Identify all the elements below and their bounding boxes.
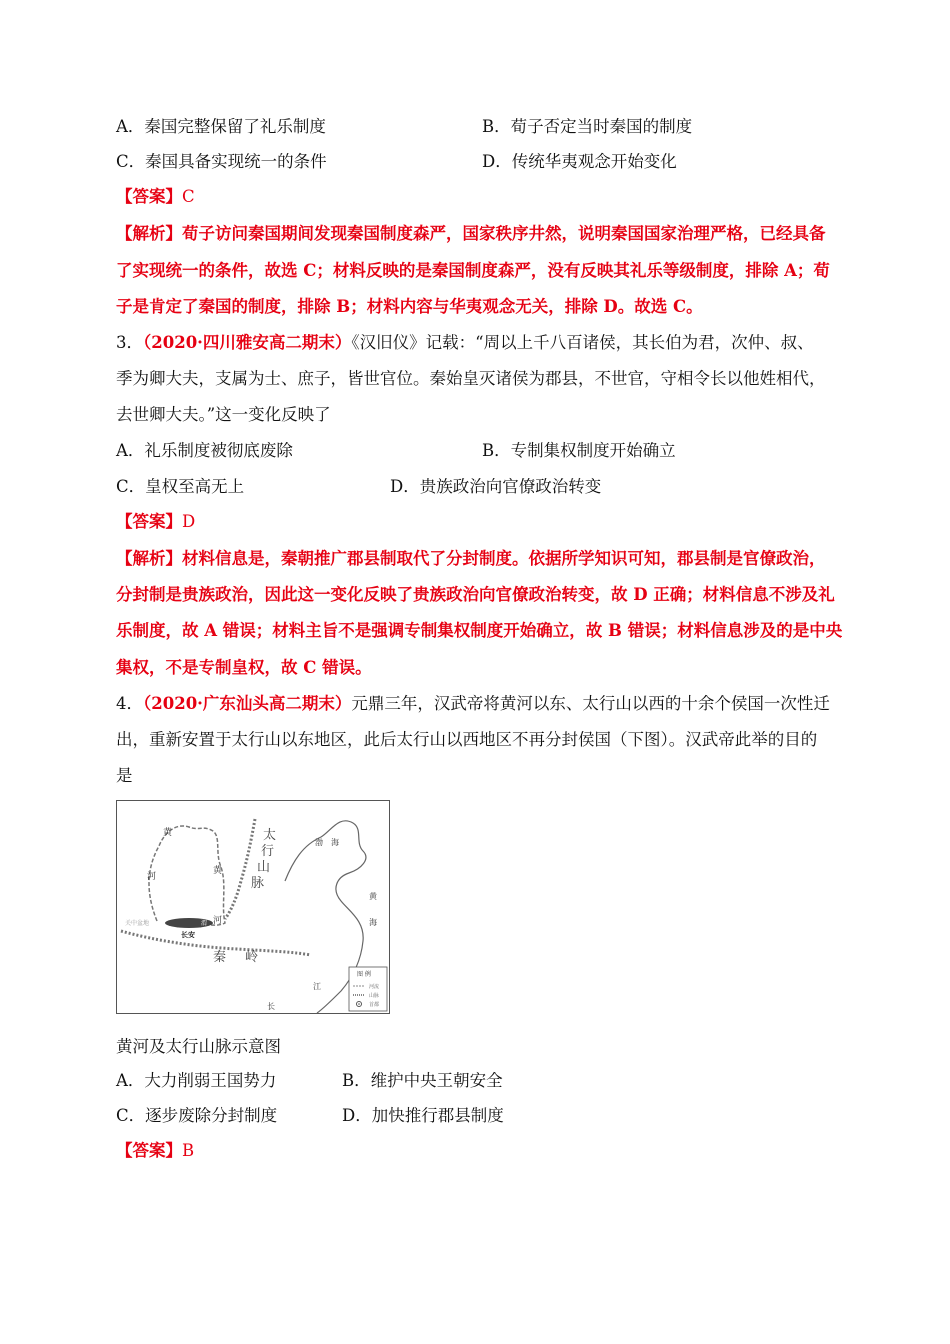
map-svg	[117, 801, 389, 1013]
q2-answer-value: C	[182, 187, 195, 206]
q3-analysis-label: 【解析】	[116, 549, 182, 568]
q3-stem-line-1	[116, 333, 814, 353]
q2-answer	[116, 187, 195, 207]
q4-number: 4．	[116, 694, 143, 713]
map-label-huanghai1: 黄	[369, 892, 377, 901]
map-label-hang: 行	[261, 844, 275, 859]
q2-option-c: C．秦国具备实现统一的条件	[116, 152, 327, 171]
q2-option-d: D．传统华夷观念开始变化	[482, 152, 677, 171]
q3-answer-label: 【答案】	[116, 512, 182, 531]
q3-option-d: D．贵族政治向官僚政治转变	[390, 477, 602, 496]
q3-option-b: B．专制集权制度开始确立	[482, 441, 676, 460]
map-label-jiang: 江	[313, 982, 321, 991]
map-label-wei: 渭	[201, 920, 208, 927]
map-label-he1: 河	[147, 872, 157, 882]
q4-option-c: C．逐步废除分封制度	[116, 1106, 278, 1125]
q2-analysis-line-1	[116, 224, 826, 244]
q4-source: （2020·广东汕头高二期末）	[143, 694, 352, 713]
map-label-tai: 太	[263, 828, 277, 843]
q2-analysis-line-3: 子是肯定了秦国的制度，排除 B；材料内容与华夷观念无关，排除 D。故选 C。	[116, 297, 703, 316]
map-legend-title: 图 例	[357, 971, 371, 978]
q4-stem-text: 元鼎三年，汉武帝将黄河以东、太行山以西的十余个侯国一次性迁	[351, 694, 830, 713]
q3-analysis-line-1	[116, 549, 826, 569]
map-label-bohai2: 海	[331, 838, 339, 847]
map-caption: 黄河及太行山脉示意图	[116, 1037, 281, 1056]
q3-stem-line-3: 去世卿大夫。”这一变化反映了	[116, 405, 331, 424]
q3-stem-text: 《汉旧仪》记载：“周以上千八百诸侯，其长伯为君，次仲、叔、	[351, 333, 814, 352]
map-legend-capital: 首都	[369, 1002, 380, 1008]
q2-analysis-line-2: 了实现统一的条件，故选 C；材料反映的是秦国制度森严，没有反映其礼乐等级制度，排除 A；荀	[116, 261, 830, 280]
q3-number: 3．	[116, 333, 143, 352]
q3-option-a: A．礼乐制度被彻底废除	[116, 441, 293, 460]
q2-option-b: B．荀子否定当时秦国的制度	[482, 117, 693, 136]
taihang-mountain-path	[225, 819, 255, 919]
q4-option-b: B．维护中央王朝安全	[342, 1071, 503, 1090]
map-label-guanzhong: 关中盆地	[125, 920, 150, 927]
q3-analysis-line-4: 集权，不是专制皇权，故 C 错误。	[116, 658, 372, 677]
q4-answer-value: B	[182, 1141, 195, 1160]
map-label-qin: 秦	[213, 950, 227, 965]
q3-option-c: C．皇权至高无上	[116, 477, 245, 496]
yellow-river-taihang-map	[116, 800, 390, 1014]
map-label-huanghai2: 海	[369, 918, 377, 927]
q4-answer-label: 【答案】	[116, 1141, 182, 1160]
q3-analysis-text: 材料信息是，秦朝推广郡县制取代了分封制度。依据所学知识可知，郡县制是官僚政治，	[182, 549, 826, 568]
q2-analysis-text: 荀子访问秦国期间发现秦国制度森严，国家秩序井然，说明秦国国家治理严格，已经具备	[182, 224, 826, 243]
q3-analysis-line-2: 分封制是贵族政治，因此这一变化反映了贵族政治向官僚政治转变，故 D 正确；材料信息不涉及礼	[116, 585, 835, 604]
q4-stem-line-2: 出，重新安置于太行山以东地区，此后太行山以西地区不再分封侯国（下图）。汉武帝此举的目的	[116, 730, 818, 749]
q2-option-a: A．秦国完整保留了礼乐制度	[116, 117, 326, 136]
map-label-chang: 长	[267, 1002, 275, 1011]
map-label-he2: 河	[213, 916, 223, 926]
q4-stem-line-3: 是	[116, 766, 133, 785]
map-label-bohai1: 渤	[315, 838, 323, 847]
q2-analysis-label: 【解析】	[116, 224, 182, 243]
map-label-shan: 山	[257, 860, 271, 875]
q3-stem-line-2: 季为卿大夫，支属为士、庶子，皆世官位。秦始皇灭诸侯为郡县，不世官，守相令长以他姓相代，	[116, 369, 826, 388]
q3-analysis-line-3: 乐制度，故 A 错误；材料主旨不是强调专制集权制度开始确立，故 B 错误；材料信息涉及的是中央	[116, 621, 843, 640]
map-legend-river: 河流	[369, 984, 380, 990]
q3-answer	[116, 512, 195, 532]
map-label-ling: 岭	[245, 950, 259, 965]
q3-answer-value: D	[182, 512, 196, 531]
q4-answer	[116, 1141, 194, 1161]
map-label-huang2: 黄	[213, 866, 223, 876]
q3-source: （2020·四川雅安高二期末）	[143, 333, 352, 352]
q2-answer-label: 【答案】	[116, 187, 182, 206]
map-legend-mountain: 山脉	[369, 993, 380, 999]
q4-option-d: D．加快推行郡县制度	[342, 1106, 504, 1125]
q4-stem-line-1	[116, 694, 830, 714]
map-label-mai: 脉	[251, 876, 265, 891]
map-label-huang1: 黄	[163, 828, 173, 838]
map-label-chang-an: 长安	[181, 930, 195, 939]
q4-option-a: A．大力削弱王国势力	[116, 1071, 277, 1090]
